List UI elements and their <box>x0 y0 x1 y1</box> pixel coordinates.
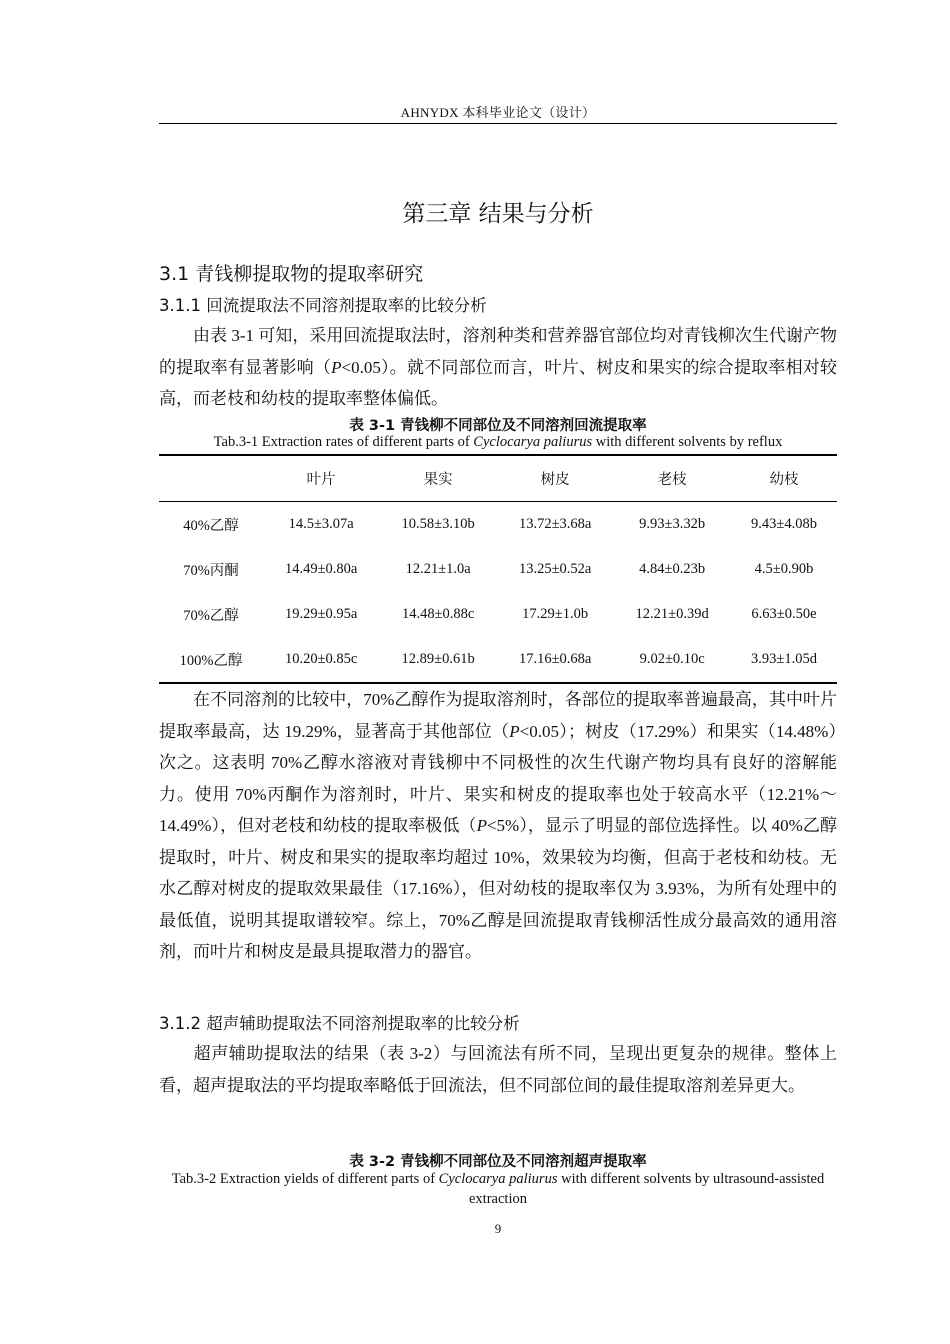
table-cell: 17.16±0.68a <box>518 651 592 668</box>
paragraph-2-text-b: <0.05）；树皮（17.29%）和果实（14.48%）次之。这表明 70%乙醇水溶液对青钱柳中不同极性的次生代谢产物均具有良好的溶解能力。使用 70%丙酮作为溶剂时，叶片、果实和树皮的提取率也处于较高水平（12.21%～14.49%），但对老枝和幼枝的提取率极低（ <box>159 721 837 835</box>
table-1-header-cell <box>159 455 263 501</box>
table-row <box>159 592 837 638</box>
table-cell: 9.93±3.32b <box>639 515 706 532</box>
table-cell: 12.21±0.39d <box>635 606 709 623</box>
table-1-header-cell: 幼枝 <box>769 471 799 488</box>
header-rule <box>159 123 837 124</box>
table-cell: 9.02±0.10c <box>639 651 705 668</box>
table-row <box>159 638 837 684</box>
table-cell: 17.29±1.0b <box>522 606 589 623</box>
table-cell: 12.21±1.0a <box>405 560 471 577</box>
paragraph-2-text-a: 在不同溶剂的比较中，70%乙醇作为提取溶剂时，各部位的提取率普遍最高，其中叶片提取率最高，达 19.29%，显著高于其他部位（ <box>159 690 837 741</box>
table-cell: 40%乙醇 <box>183 517 239 534</box>
table-2-caption-en-b: with different solvents by ultrasound-assisted extraction <box>469 1171 825 1207</box>
table-1-header-cell: 树皮 <box>540 471 570 488</box>
p-symbol: P <box>331 357 342 377</box>
table-1-header-row <box>159 455 837 501</box>
table-2-caption-cn: 表 3-2 青钱柳不同部位及不同溶剂超声提取率 <box>349 1154 647 1170</box>
paragraph-3 <box>159 1038 837 1101</box>
table-2-caption-en <box>159 1169 837 1209</box>
table-2-caption-species: Cyclocarya paliurus <box>438 1171 558 1187</box>
table-1-header-cell: 果实 <box>423 471 453 488</box>
running-header: AHNYDX 本科毕业论文（设计） <box>400 105 596 120</box>
table-cell: 70%丙酮 <box>183 562 239 579</box>
table-cell: 12.89±0.61b <box>401 651 475 668</box>
table-row <box>159 501 837 547</box>
paragraph-2-text-c: <5%），显示了明显的部位选择性。以 40%乙醇提取时，叶片、树皮和果实的提取率均超过 10%，效果较为均衡，但高于老枝和幼枝。无水乙醇对树皮的提取效果最佳（17.16%），但对幼枝的提取率仅为 3.93%，为所有处理中的最低值，说明其提取谱较窄。综上，70%乙醇是回流提取青钱柳活性成分最高效的通用溶剂，而叶片和树皮是最具提取潜力的器官。 <box>159 816 837 961</box>
table-cell: 13.72±3.68a <box>518 515 592 532</box>
table-cell: 4.5±0.90b <box>754 560 814 577</box>
paragraph-1 <box>159 320 837 415</box>
section-heading-3-1-2: 3.1.2 超声辅助提取法不同溶剂提取率的比较分析 <box>159 1014 520 1033</box>
table-1-caption-cn: 表 3-1 青钱柳不同部位及不同溶剂回流提取率 <box>349 418 647 434</box>
paragraph-3-text: 超声辅助提取法的结果（表 3-2）与回流法有所不同，呈现出更复杂的规律。整体上看，超声提取法的平均提取率略低于回流法，但不同部位间的最佳提取溶剂差异更大。 <box>159 1044 837 1095</box>
section-heading-3-1: 3.1 青钱柳提取物的提取率研究 <box>159 263 424 285</box>
table-cell: 9.43±4.08b <box>751 515 817 532</box>
paragraph-1-text-a: 由表 3-1 可知，采用回流提取法时，溶剂种类和营养器官部位均对青钱柳次生代谢产物的提取率有显著影响（ <box>159 326 837 377</box>
p-symbol: P <box>509 721 520 741</box>
table-cell: 14.49±0.80a <box>284 560 358 577</box>
table-cell: 6.63±0.50e <box>751 606 817 623</box>
table-cell: 10.58±3.10b <box>401 515 475 532</box>
table-cell: 70%乙醇 <box>183 608 239 625</box>
p-symbol: P <box>476 816 487 835</box>
table-cell: 4.84±0.23b <box>639 560 706 577</box>
table-1-header-cell: 叶片 <box>306 471 336 488</box>
chapter-title: 第三章 结果与分析 <box>402 201 594 227</box>
table-cell: 3.93±1.05d <box>751 651 817 668</box>
paragraph-1-text-b: <0.05）。就不同部位而言，叶片、树皮和果实的综合提取率相对较高，而老枝和幼枝的提取率整体偏低。 <box>159 357 838 408</box>
table-cell: 10.20±0.85c <box>284 651 358 668</box>
section-heading-3-1-1: 3.1.1 回流提取法不同溶剂提取率的比较分析 <box>159 296 487 315</box>
table-1 <box>159 454 837 684</box>
table-cell: 100%乙醇 <box>179 653 243 670</box>
table-1-caption-species: Cyclocarya paliurus <box>473 434 593 450</box>
table-cell: 13.25±0.52a <box>518 560 592 577</box>
table-2-caption-en-a: Tab.3-2 Extraction yields of different parts of <box>171 1171 439 1187</box>
paragraph-2 <box>159 684 837 968</box>
table-1-caption-en-b: with different solvents by reflux <box>592 434 783 450</box>
table-cell: 14.48±0.88c <box>401 606 475 623</box>
page-number: 9 <box>494 1221 502 1236</box>
table-1-header-cell: 老枝 <box>657 471 687 488</box>
table-1-caption-en <box>159 434 837 451</box>
table-cell: 19.29±0.95a <box>284 606 358 623</box>
table-row <box>159 547 837 593</box>
table-1-caption-en-a: Tab.3-1 Extraction rates of different parts of <box>213 434 474 450</box>
table-cell: 14.5±3.07a <box>288 515 354 532</box>
